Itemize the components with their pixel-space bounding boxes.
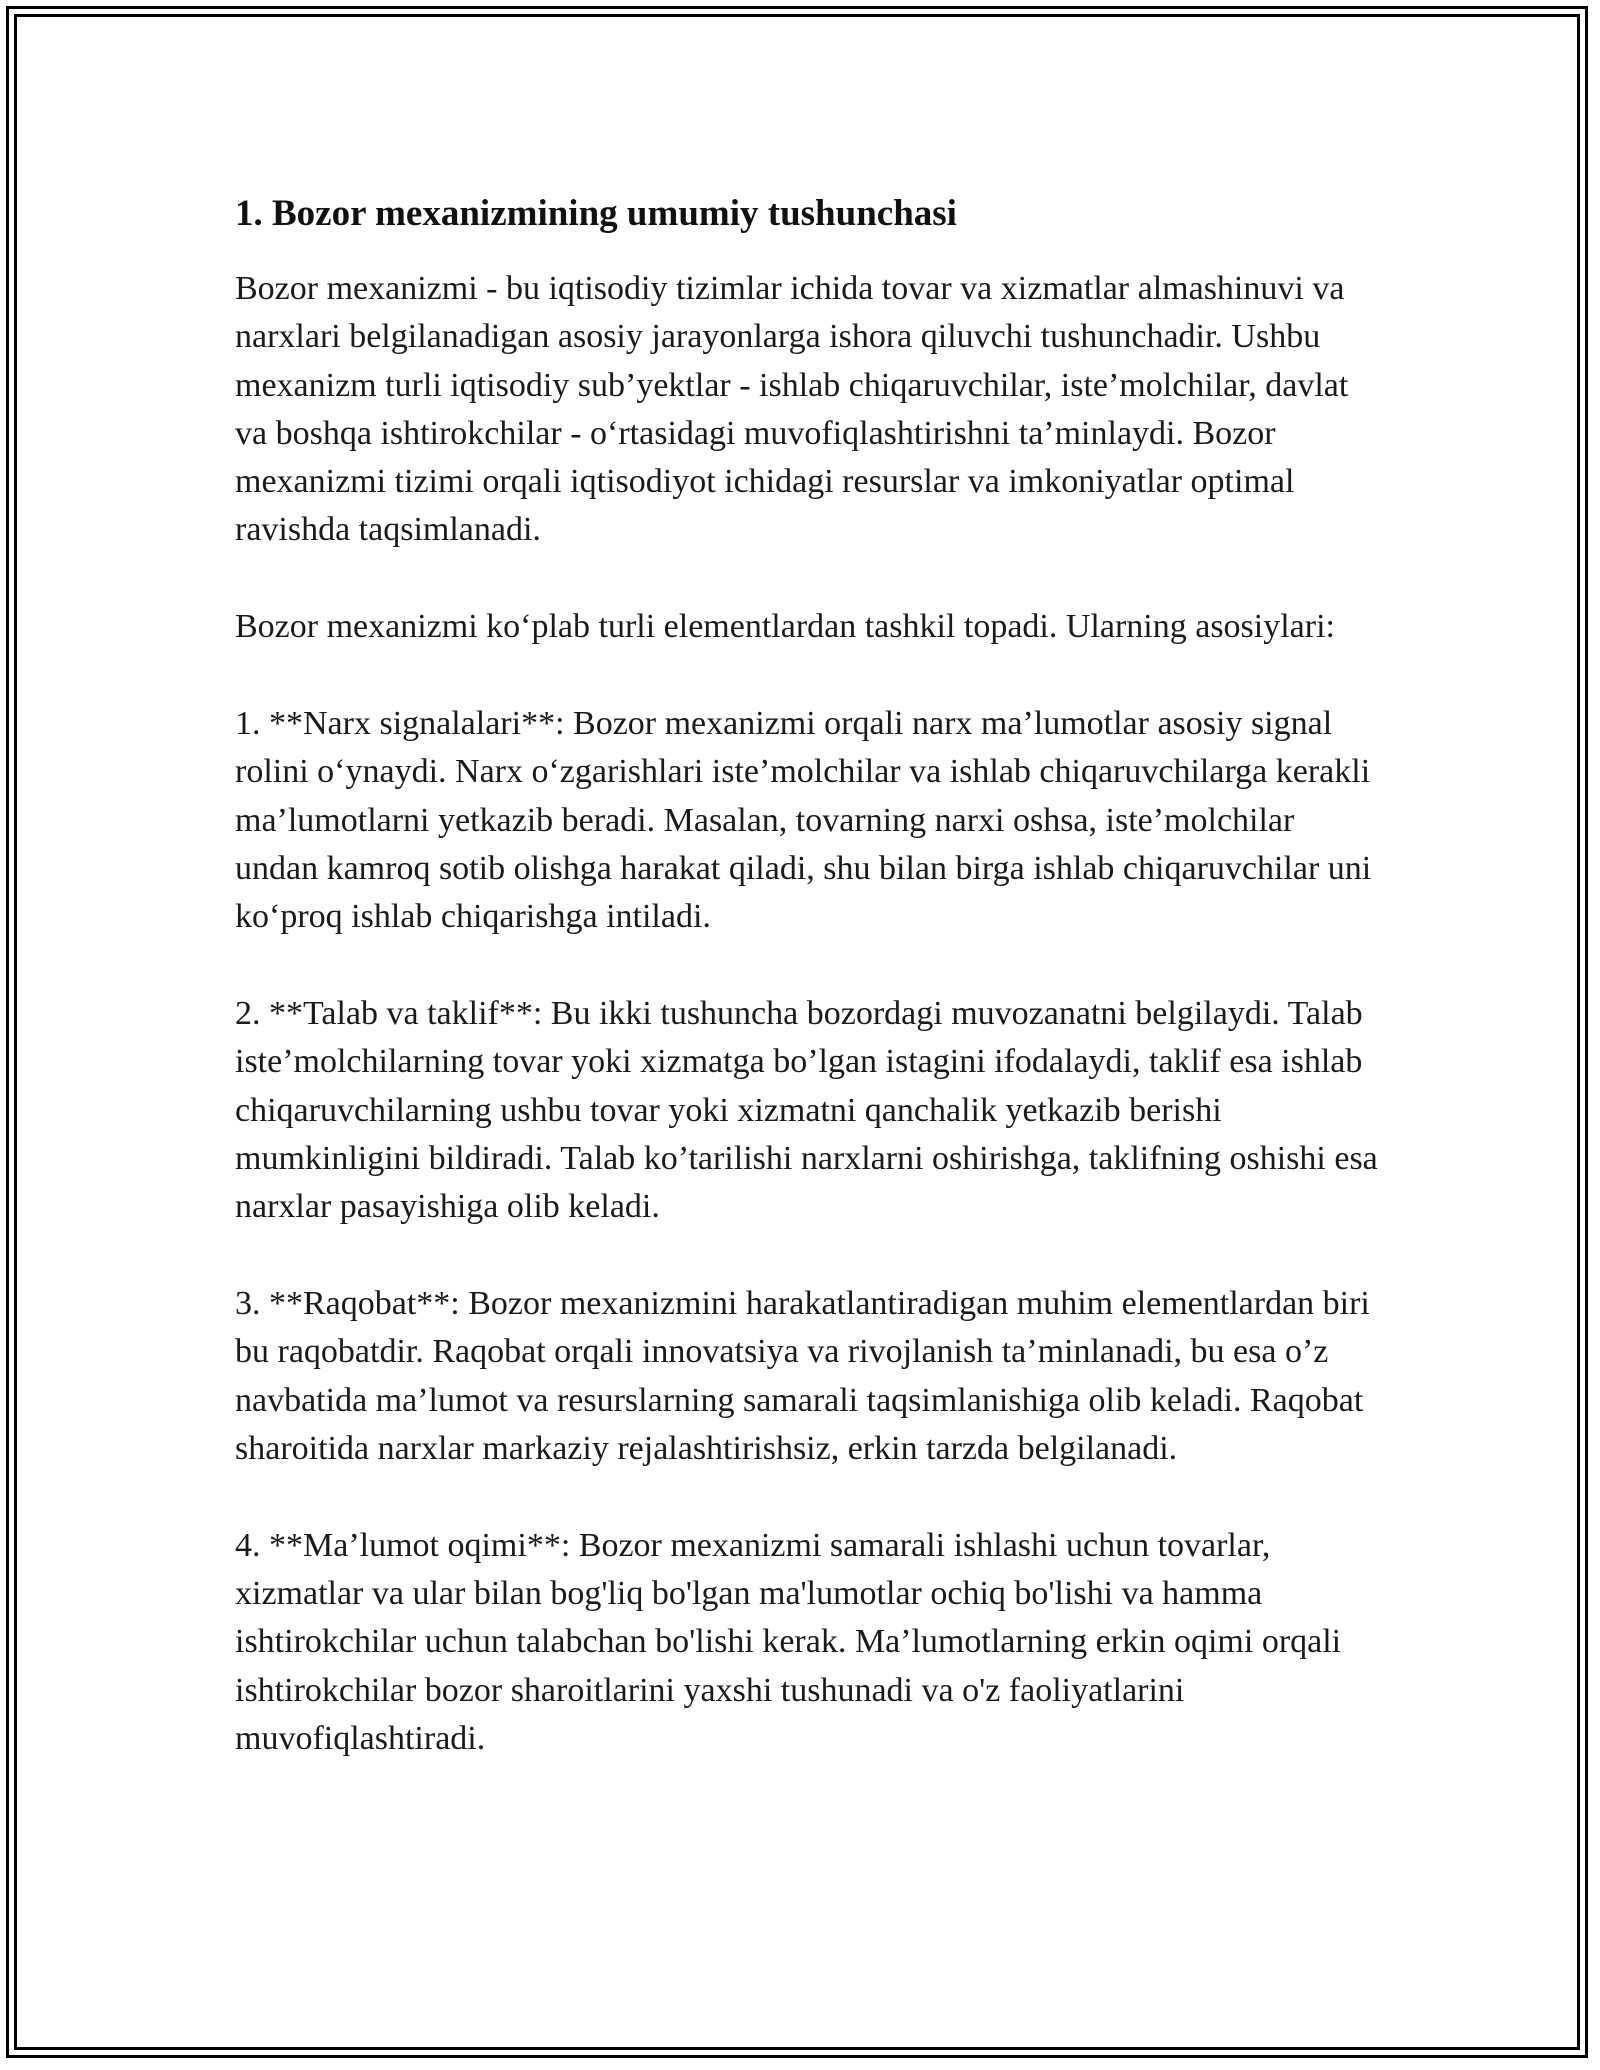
paragraph-supply-demand: 2. **Talab va taklif**: Bu ikki tushuncha bozordagi muvozanatni belgilaydi. Talab iste’molchilarning tovar yoki xizmatga bo’lgan istagini ifodalaydi, taklif esa ishlab chiqaruvchilarning ushbu tovar yoki xizmatni qanchalik yetkazib berishi mumkinligini bildiradi. Talab ko’tarilishi narxlarni oshirishga, taklifning oshishi esa narxlar pasayishiga olib keladi. <box>235 995 1378 1226</box>
paragraph-competition: 3. **Raqobat**: Bozor mexanizmini harakatlantiradigan muhim elementlardan biri bu raqobatdir. Raqobat orqali innovatsiya va rivojlanish ta’minlanadi, bu esa o’z navbatida ma’lumot va resurslarning samarali taqsimlanishiga olib keladi. Raqobat sharoitida narxlar markaziy rejalashtirishsiz, erkin tarzda belgilanadi. <box>235 1285 1370 1467</box>
section-heading: 1. Bozor mexanizmining umumiy tushunchasi <box>235 193 957 234</box>
paragraph-intro: Bozor mexanizmi - bu iqtisodiy tizimlar ichida tovar va xizmatlar almashinuvi va narxlari belgilanadigan asosiy jarayonlarga ishora qiluvchi tushunchadir. Ushbu mexanizm turli iqtisodiy sub’yektlar - ishlab chiqaruvchilar, iste’molchilar, davlat va boshqa ishtirokchilar - o‘rtasidagi muvofiqlashtirishni ta’minlaydi. Bozor mexanizmi tizimi orqali iqtisodiyot ichidagi resurslar va imkoniyatlar optimal ravishda taqsimlanadi. <box>235 270 1349 549</box>
paragraph-information-flow: 4. **Ma’lumot oqimi**: Bozor mexanizmi samarali ishlashi uchun tovarlar, xizmatlar va ular bilan bog'liq bo'lgan ma'lumotlar ochiq bo'lishi va hamma ishtirokchilar uchun talabchan bo'lishi kerak. Ma’lumotlarning erkin oqimi orqali ishtirokchilar bozor sharoitlarini yaxshi tushunadi va o'z faoliyatlarini muvofiqlashtiradi. <box>235 1526 1342 1757</box>
paragraph-price-signals: 1. **Narx signalalari**: Bozor mexanizmi orqali narx ma’lumotlar asosiy signal rolini o‘ynaydi. Narx o‘zgarishlari iste’molchilar va ishlab chiqaruvchilarga kerakli ma’lumotlarni yetkazib beradi. Masalan, tovarning narxi oshsa, iste’molchilar undan kamroq sotib olishga harakat qiladi, shu bilan birga ishlab chiqaruvchilar uni ko‘proq ishlab chiqarishga intiladi. <box>235 705 1372 936</box>
paragraph-elements-intro: Bozor mexanizmi ko‘plab turli elementlardan tashkil topadi. Ularning asosiylari: <box>235 608 1335 646</box>
document-body <box>235 185 1385 1812</box>
